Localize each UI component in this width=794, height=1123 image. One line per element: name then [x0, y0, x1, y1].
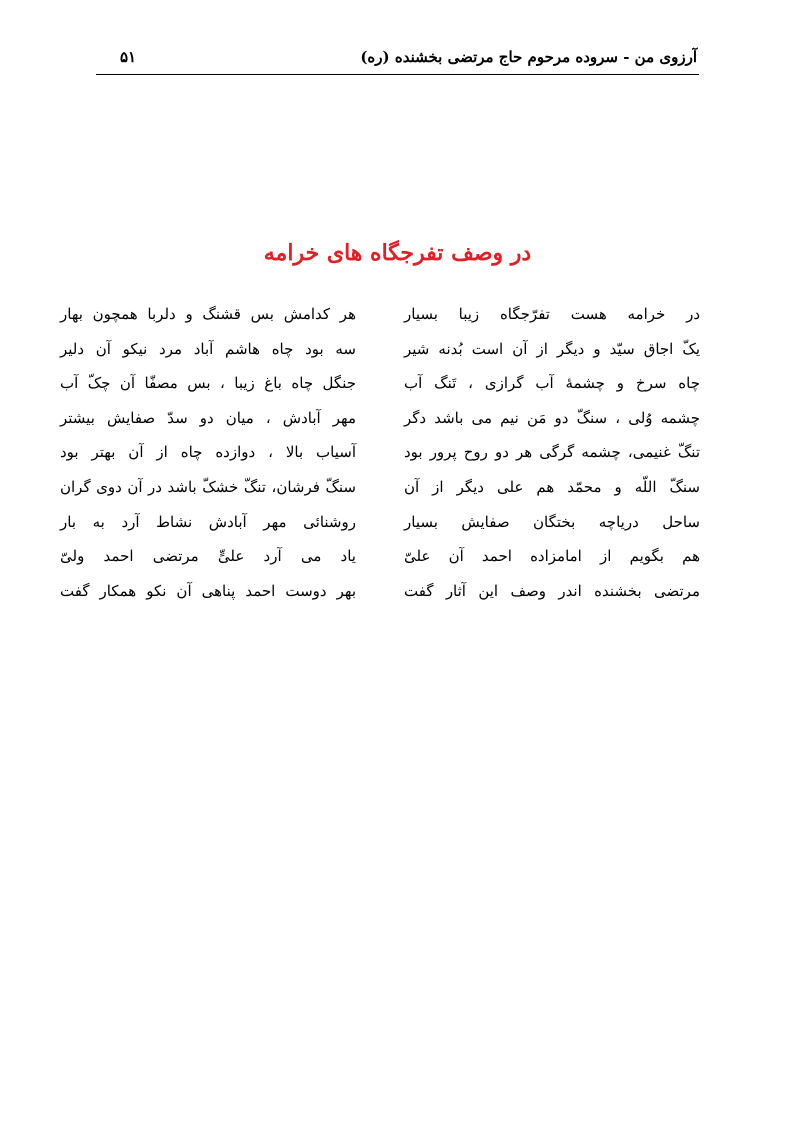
first-hemistich: سنگّ اللّه و محمّد هم علی دیگر از آن: [404, 477, 700, 496]
poem-verses: [60, 305, 700, 616]
first-hemistich: ساحل دریاچه بختگان صفایش بسیار: [404, 512, 700, 531]
first-hemistich: چشمه وُلی ، سنگّ دو مَن نیم می باشد دگر: [404, 408, 700, 427]
first-hemistich: در خرامه هست تفرّجگاه زیبا بسیار: [404, 305, 700, 323]
poem-title: در وصف تفرجگاه های خرامه: [263, 240, 532, 266]
second-hemistich: آسیاب بالا ، دوازده چاه از آن بهتر بود: [60, 443, 356, 462]
second-hemistich: بهر دوست احمد پناهی آن نکو همکار گفت: [60, 581, 356, 600]
first-hemistich: تنگّ غنیمی، چشمه گرگی هر دو روح پرور بود: [404, 443, 700, 462]
verse-line: [60, 582, 700, 617]
second-hemistich: هر کدامش بس قشنگ و دلربا همچون بهار: [60, 305, 356, 323]
second-hemistich: سنگّ فرشان، تنگّ خشکّ باشد در آن دوی گران: [60, 477, 356, 496]
verse-line: [60, 374, 700, 409]
verse-line: [60, 443, 700, 478]
second-hemistich: روشنائی مهر آبادش نشاط آرد به بار: [60, 512, 356, 531]
first-hemistich: هم بگویم از امامزاده احمد آن علیّ: [404, 547, 700, 566]
second-hemistich: سه بود چاه هاشم آباد مرد نیکو آن دلیر: [60, 339, 356, 358]
verse-line: [60, 547, 700, 582]
first-hemistich: مرتضی بخشنده اندر وصف این آثار گفت: [404, 581, 700, 600]
running-header-title: آرزوی من - سروده مرحوم حاج مرتضی بخشنده (ره): [360, 48, 697, 66]
verse-line: [60, 409, 700, 444]
verse-line: [60, 305, 700, 340]
page-number: ۵۱: [120, 48, 137, 66]
second-hemistich: یاد می آرد علیٍّ مرتضی احمد ولیّ: [60, 547, 356, 566]
verse-line: [60, 478, 700, 513]
page-header: [96, 46, 699, 75]
verse-line: [60, 513, 700, 548]
second-hemistich: مهر آبادش ، میان دو سدّ صفایش بیشتر: [60, 408, 356, 427]
first-hemistich: چاه سرخ و چشمهٔ آب گرازی ، تَنگ آب: [404, 374, 700, 393]
verse-line: [60, 340, 700, 375]
second-hemistich: جنگل چاه باغ زیبا ، بس مصفّا آن چکّ آب: [60, 374, 356, 393]
first-hemistich: یکّ اجاق سیّد و دیگر از آن است بُدنه شیر: [404, 339, 700, 358]
